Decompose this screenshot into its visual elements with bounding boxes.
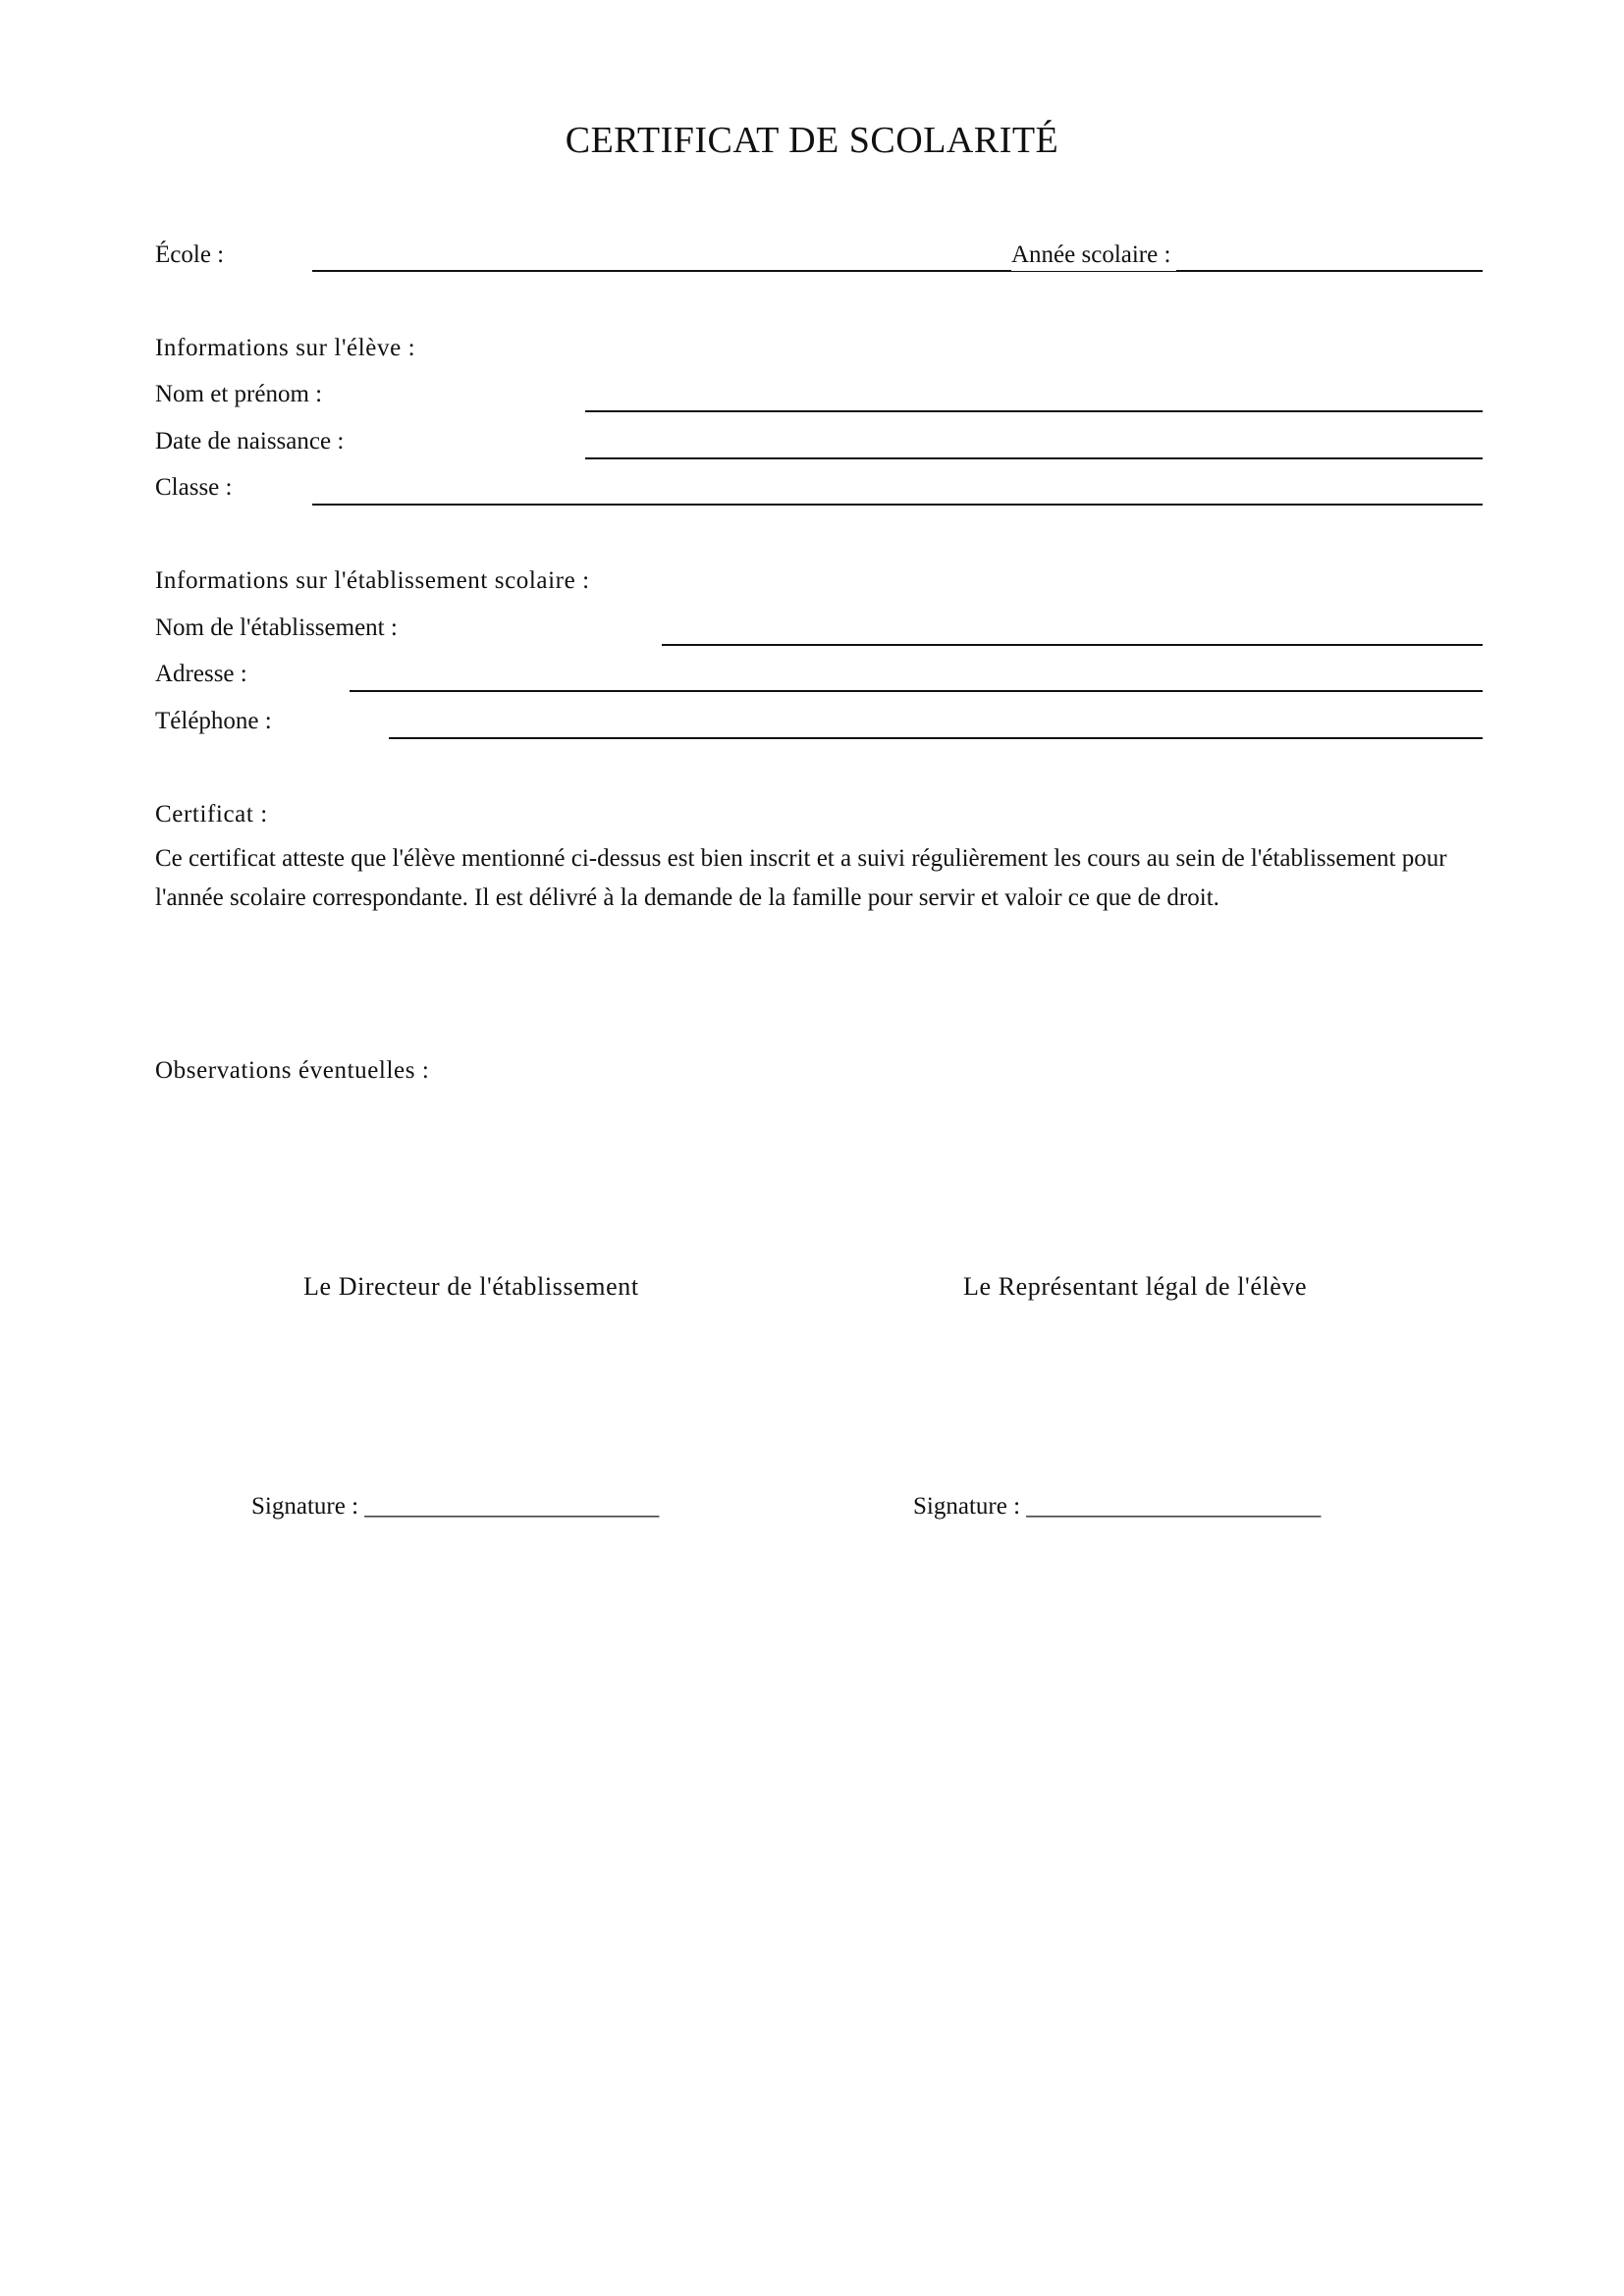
student-heading: Informations sur l'élève : [155, 335, 416, 361]
representative-signature[interactable]: Signature : ________________________ [913, 1493, 1322, 1520]
school-label: École : [155, 241, 225, 268]
student-name-line [585, 410, 1483, 412]
document-title: CERTIFICAT DE SCOLARITÉ [565, 120, 1059, 161]
class-line [312, 504, 1483, 506]
address-line [350, 690, 1483, 692]
school-line [312, 270, 1483, 272]
institution-name-label: Nom de l'établissement : [155, 614, 398, 641]
phone-line [389, 737, 1483, 739]
address-label: Adresse : [155, 661, 247, 687]
institution-name-line [662, 644, 1483, 646]
class-label: Classe : [155, 474, 233, 501]
institution-heading: Informations sur l'établissement scolaire : [155, 567, 590, 594]
school-year-label: Année scolaire : [1011, 240, 1176, 271]
certificate-text: Ce certificat atteste que l'élève mentionné ci-dessus est bien inscrit et a suivi régulièrement les cours au sein de l'établissement pour l'année scolaire correspondante. Il est délivré à la demande de la famille pour servir et valoir ce que de droit. [155, 845, 1447, 911]
birthdate-label: Date de naissance : [155, 428, 345, 454]
observations-value[interactable] [155, 1095, 1481, 1242]
director-title: Le Directeur de l'établissement [303, 1272, 639, 1301]
representative-title: Le Représentant légal de l'élève [963, 1272, 1308, 1301]
director-signature[interactable]: Signature : ________________________ [251, 1493, 660, 1520]
certificate-heading: Certificat : [155, 801, 268, 828]
student-name-label: Nom et prénom : [155, 381, 323, 407]
observations-heading: Observations éventuelles : [155, 1057, 430, 1084]
phone-label: Téléphone : [155, 708, 272, 734]
birthdate-line [585, 457, 1483, 459]
